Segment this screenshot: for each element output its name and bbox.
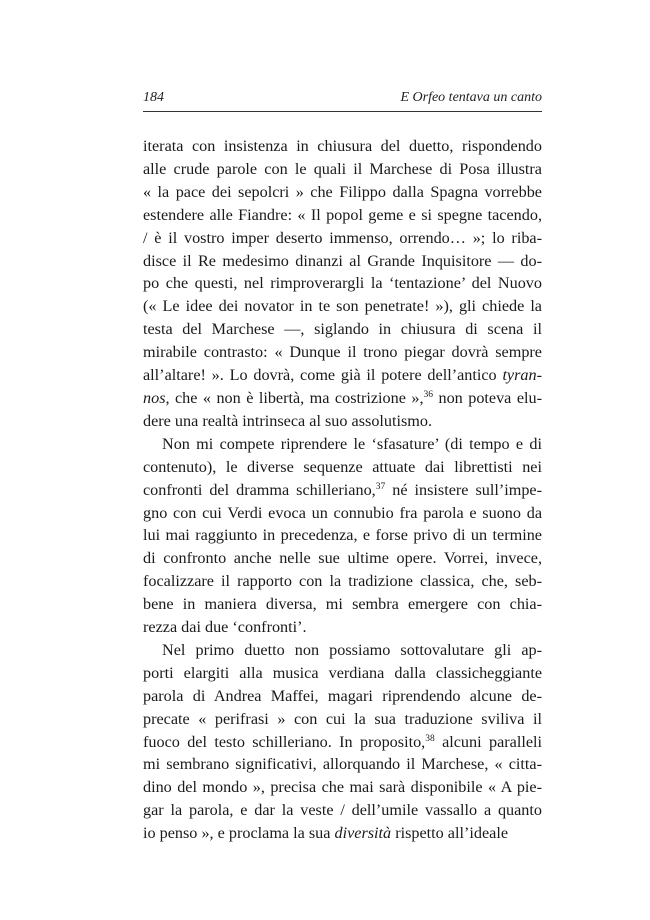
text-line <box>143 616 542 639</box>
text-line <box>143 685 542 708</box>
text-run: di confronto anche nelle sue ultime opere. Vorrei, invece, <box>143 549 542 568</box>
text-run: / è il vostro imper deserto immenso, orrendo… »; lo riba- <box>143 228 542 247</box>
running-head <box>143 90 542 110</box>
text-line <box>143 799 542 822</box>
header-rule <box>143 111 542 112</box>
text-line <box>143 433 542 456</box>
text-line <box>143 547 542 570</box>
text-run: (« Le idee dei novator in te son penetrate! »), gli chiede la <box>143 297 542 316</box>
text-line <box>143 181 542 204</box>
text-line <box>143 524 542 547</box>
paragraph <box>143 135 542 433</box>
page-number: 184 <box>143 90 164 105</box>
text-run: disce il Re medesimo dinanzi al Grande Inquisitore — do- <box>143 251 542 270</box>
paragraph <box>143 639 542 845</box>
text-run: iterata con insistenza in chiusura del duetto, rispondendo <box>143 137 542 155</box>
text-line <box>143 570 542 593</box>
text-line <box>143 822 542 845</box>
text-line <box>143 250 542 273</box>
text-line <box>143 318 542 341</box>
text-run: precate « perifrasi » con cui la sua traduzione sviliva il <box>143 709 542 728</box>
text-line <box>143 272 542 295</box>
text-run: confronti del dramma schilleriano, <box>143 480 376 499</box>
text-run: estendere alle Fiandre: « Il popol geme e si spegne tacendo, <box>143 205 542 224</box>
text-run: all’altare! ». Lo dovrà, come già il potere dell’antico <box>143 366 503 385</box>
text-line <box>143 753 542 776</box>
text-run: non poteva elu- <box>433 388 542 407</box>
text-run: testa del Marchese —, siglando in chiusura di scena il <box>143 320 542 339</box>
italic-text: nos <box>143 388 166 407</box>
text-line <box>143 502 542 525</box>
italic-text: tyran- <box>502 366 542 385</box>
text-line <box>143 593 542 616</box>
text-run: lui mai raggiunto in precedenza, e forse privo di un termine <box>143 526 542 545</box>
paragraph <box>143 433 542 639</box>
text-run: focalizzare il rapporto con la tradizione classica, che, seb- <box>143 572 542 591</box>
text-run: gar la parola, e dar la veste / dell’umile vassallo a quanto <box>143 801 542 820</box>
text-run: Non mi compete riprendere le ‘sfasature’ (di tempo e di <box>162 434 542 453</box>
text-run: mi sembrano significativi, allorquando il Marchese, « citta- <box>143 755 542 774</box>
text-line <box>143 158 542 181</box>
text-run: po che questi, nel rimproverargli la ‘tentazione’ del Nuovo <box>143 274 542 293</box>
text-line <box>143 639 542 662</box>
text-run: parola di Andrea Maffei, magari riprendendo alcune de- <box>143 686 542 705</box>
text-run: contenuto), le diverse sequenze attuate dai librettisti nei <box>143 457 542 476</box>
text-run: né insistere sull’impe- <box>385 480 542 499</box>
text-line <box>143 776 542 799</box>
running-title: E Orfeo tentava un canto <box>400 90 542 105</box>
text-run: dere una realtà intrinseca al suo assolutismo. <box>143 411 433 430</box>
footnote-reference: 37 <box>375 481 386 492</box>
text-run: io penso », e proclama la sua <box>143 824 335 843</box>
text-line <box>143 456 542 479</box>
text-run: « la pace dei sepolcri » che Filippo dalla Spagna vorrebbe <box>143 182 542 201</box>
text-run: gno con cui Verdi evoca un connubio fra parola e suono da <box>143 503 542 522</box>
text-line <box>143 135 542 158</box>
text-line <box>143 364 542 387</box>
text-run: dino del mondo », precisa che mai sarà disponibile « A pie- <box>143 778 542 797</box>
text-line <box>143 731 542 754</box>
text-line <box>143 410 542 433</box>
text-run: alcuni paralleli <box>434 732 542 751</box>
text-run: , che « non è libertà, ma costrizione », <box>165 388 424 407</box>
text-run: mirabile contrasto: « Dunque il trono piegar dovrà sempre <box>143 343 542 362</box>
text-line <box>143 341 542 364</box>
text-run: bene in maniera diversa, mi sembra emergere con chia- <box>143 595 542 614</box>
text-line <box>143 479 542 502</box>
text-run: alle crude parole con le quali il Marchese di Posa illustra <box>143 159 542 178</box>
text-line <box>143 708 542 731</box>
text-run: rispetto all’ideale <box>391 824 509 843</box>
italic-text: diversità <box>334 824 392 843</box>
body-text <box>143 135 542 845</box>
text-line <box>143 204 542 227</box>
footnote-reference: 38 <box>425 733 435 744</box>
text-run: porti elargiti alla musica verdiana dalla classicheggiante <box>143 663 542 682</box>
text-run: fuoco del testo schilleriano. In proposito, <box>143 732 426 751</box>
footnote-reference: 36 <box>423 389 434 400</box>
text-run: Nel primo duetto non possiamo sottovalutare gli ap- <box>162 640 542 659</box>
text-line <box>143 387 542 410</box>
text-line <box>143 295 542 318</box>
text-line <box>143 662 542 685</box>
text-line <box>143 227 542 250</box>
text-run: rezza dai due ‘confronti’. <box>143 618 307 637</box>
